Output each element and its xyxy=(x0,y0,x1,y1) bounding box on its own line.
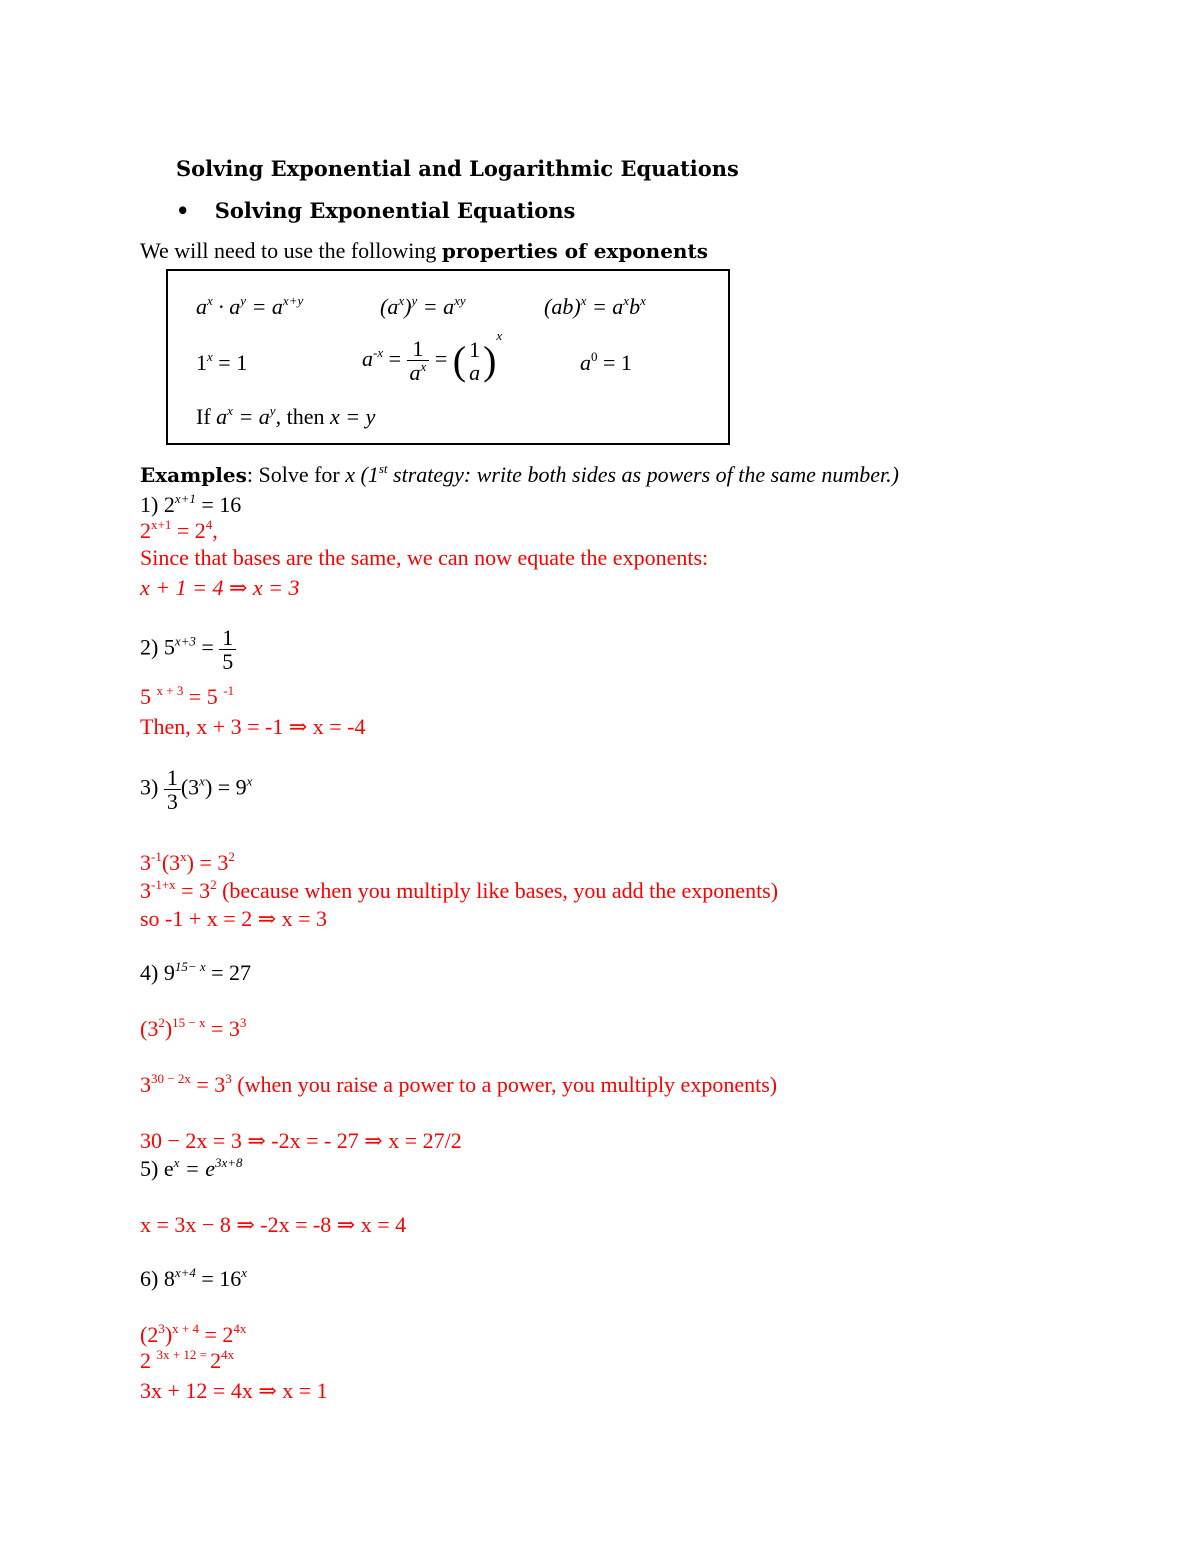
example-2-step-1: 5 $^{x + 3}$ = 5 $^{-1}$ xyxy=(140,683,235,709)
property-product-power: $(ab)^x = a^xb^x$ xyxy=(544,293,646,319)
example-5-problem: 5) $e^x = e^{3x+8}$ xyxy=(140,1155,243,1181)
fraction-1-over-a: 1 a xyxy=(469,336,481,385)
page-title: Solving Exponential and Logarithmic Equations xyxy=(176,156,739,181)
example-1-answer: x + 1 = 4 ⇒ x = 3 xyxy=(140,575,300,600)
section-heading xyxy=(176,198,575,223)
fraction-1-over-ax: $\frac{1}{a^x}$ xyxy=(407,337,430,384)
intro-bold: properties of exponents xyxy=(441,239,708,263)
property-one: $1^x = 1$ xyxy=(196,349,248,375)
property-zero: $a^0 = 1$ xyxy=(580,349,632,375)
property-product: $a^x \cdot a^y = a^{x+y}$ xyxy=(196,293,304,319)
example-4-step-1: $(3^2)^{15 - x} = 3^3$ xyxy=(140,1015,247,1041)
example-6-step-1: $(2^3)^{x + 4} = 2^{4x}$ xyxy=(140,1321,247,1347)
example-1-step-2: Since that bases are the same, we can now equate the exponents: xyxy=(140,545,709,570)
bullet: • xyxy=(176,198,190,223)
example-3-step-1: $3^{-1}(3^x) = 3^2$ xyxy=(140,849,235,875)
example-3-step-2: $3^{-1+x} = 3^2$ (because when you multiply like bases, you add the exponents) xyxy=(140,877,779,903)
fraction-1-over-3: $\frac{1}{3}$ xyxy=(164,766,181,813)
example-6-answer: 3x + 12 = 4x ⇒ x = 1 xyxy=(140,1378,328,1403)
example-2-answer: Then, x + 3 = -1 ⇒ x = -4 xyxy=(140,714,366,739)
intro-text: We will need to use the following xyxy=(140,238,442,263)
example-6-step-2: 2 $^{3x + 12 =}$ $2^{4x}$ xyxy=(140,1347,235,1373)
example-1-problem: 1) $2^{x+1} = 16$ xyxy=(140,491,242,517)
property-equality: If $a^x = a^y$, then x = y xyxy=(196,403,376,429)
section-heading-text: Solving Exponential Equations xyxy=(214,198,576,223)
property-negative: $a^{-x}$ = $\frac{1}{a^x}$ = ( 1 a )$^x$ xyxy=(362,328,503,386)
property-power: $(a^x)^y = a^{xy}$ xyxy=(380,293,466,319)
example-3-answer: so -1 + x = 2 ⇒ x = 3 xyxy=(140,906,328,931)
fraction-1-over-5: $\frac{1}{5}$ xyxy=(219,626,236,673)
example-1-step-1: $2^{x+1} = 2^4$, xyxy=(140,517,218,543)
examples-header: Examples: Solve for x (1st strategy: write both sides as powers of the same number.) xyxy=(140,461,899,487)
example-3-problem: 3) $\frac{1}{3}$ $(3^x) = 9^x$ xyxy=(140,765,253,815)
example-2-problem: 2) $5^{x+3}$ = $\frac{1}{5}$ xyxy=(140,626,236,673)
intro-line xyxy=(140,238,708,264)
example-4-answer: 30 − 2x = 3 ⇒ -2x = - 27 ⇒ x = 27/2 xyxy=(140,1128,462,1153)
example-6-problem: 6) $8^{x+4} = 16^x$ xyxy=(140,1265,248,1291)
example-4-problem: 4) $9^{15- x} = 27$ xyxy=(140,959,252,985)
example-4-step-2: $3^{30 - 2x} = 3^3$ (when you raise a power to a power, you multiply exponents) xyxy=(140,1071,778,1097)
example-5-answer: x = 3x − 8 ⇒ -2x = -8 ⇒ x = 4 xyxy=(140,1212,407,1237)
